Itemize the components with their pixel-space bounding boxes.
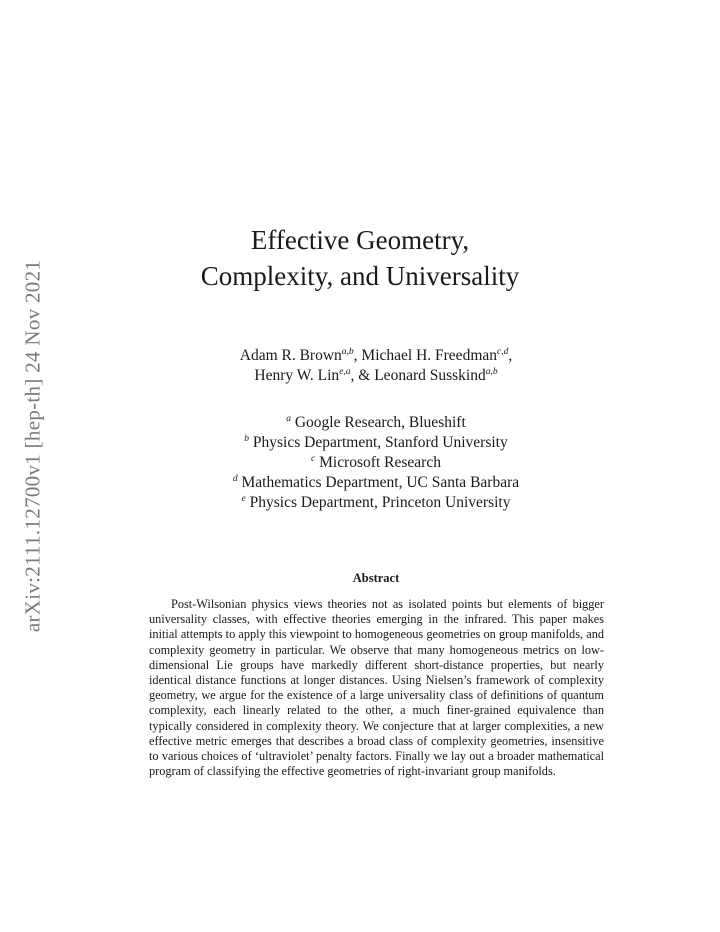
author-name: Henry W. Lin xyxy=(254,367,340,384)
abstract-body: Post-Wilsonian physics views theories not as isolated points but elements of bigger universality classes, with effective theories emerging in the infrared. This paper makes initial attempts to apply this viewpoint to homogeneous geometries on group manifolds, and complexity geometry in particular. We observe that many homogeneous metrics on low-dimensional Lie groups have markedly different short-distance properties, but nearly identical distance functions at longer distances. Using Nielsen’s framework of complexity geometry, we argue for the existence of a large universality class of definitions of quantum complexity, each linearly related to the other, a much finer-grained equivalence than typically considered in complexity theory. We conjecture that at larger complexities, a new effective metric emerges that describes a broad class of complexity geometries, insensitive to various choices of ‘ultraviolet’ penalty factors. Finally we lay out a broader mathematical program of classifying the effective geometries of right-invariant group manifolds. xyxy=(149,597,604,779)
author-separator: , xyxy=(353,347,362,364)
author-line-2 xyxy=(0,366,720,386)
affiliation-text: Physics Department, Stanford University xyxy=(252,434,508,451)
author-name: Adam R. Brown xyxy=(239,347,342,364)
author-list xyxy=(0,346,720,386)
abstract-heading: Abstract xyxy=(352,571,400,585)
affiliation-marker: a xyxy=(286,414,291,424)
author-name: Leonard Susskind xyxy=(374,367,486,384)
affiliation-item xyxy=(0,413,720,433)
title-line-2: Complexity, and Universality xyxy=(200,261,520,291)
title-line-1: Effective Geometry, xyxy=(250,225,470,255)
affiliation-item xyxy=(0,453,720,473)
affiliation-list xyxy=(0,413,720,513)
affiliation-item xyxy=(0,433,720,453)
affiliation-text: Physics Department, Princeton University xyxy=(249,494,511,511)
affiliation-text: Mathematics Department, UC Santa Barbara xyxy=(241,474,520,491)
affiliation-text: Microsoft Research xyxy=(319,454,441,471)
affiliation-text: Google Research, Blueshift xyxy=(294,414,466,431)
author-separator: , xyxy=(508,347,513,364)
author-line-1 xyxy=(0,346,720,366)
paper-title xyxy=(0,222,720,294)
author-separator: , & xyxy=(350,367,375,384)
author-affiliation-marker: c,d xyxy=(497,347,509,357)
author-name: Michael H. Freedman xyxy=(361,347,498,364)
author-affiliation-marker: e,a xyxy=(339,367,351,377)
affiliation-marker: d xyxy=(232,474,238,484)
author-affiliation-marker: a,b xyxy=(341,347,354,357)
affiliation-item xyxy=(0,493,720,513)
affiliation-marker: c xyxy=(311,454,316,464)
author-affiliation-marker: a,b xyxy=(485,367,498,377)
affiliation-marker: e xyxy=(241,494,246,504)
affiliation-marker: b xyxy=(244,434,249,444)
affiliation-item xyxy=(0,473,720,493)
arxiv-identifier-stamp: arXiv:2111.12700v1 [hep-th] 24 Nov 2021 xyxy=(20,259,45,633)
